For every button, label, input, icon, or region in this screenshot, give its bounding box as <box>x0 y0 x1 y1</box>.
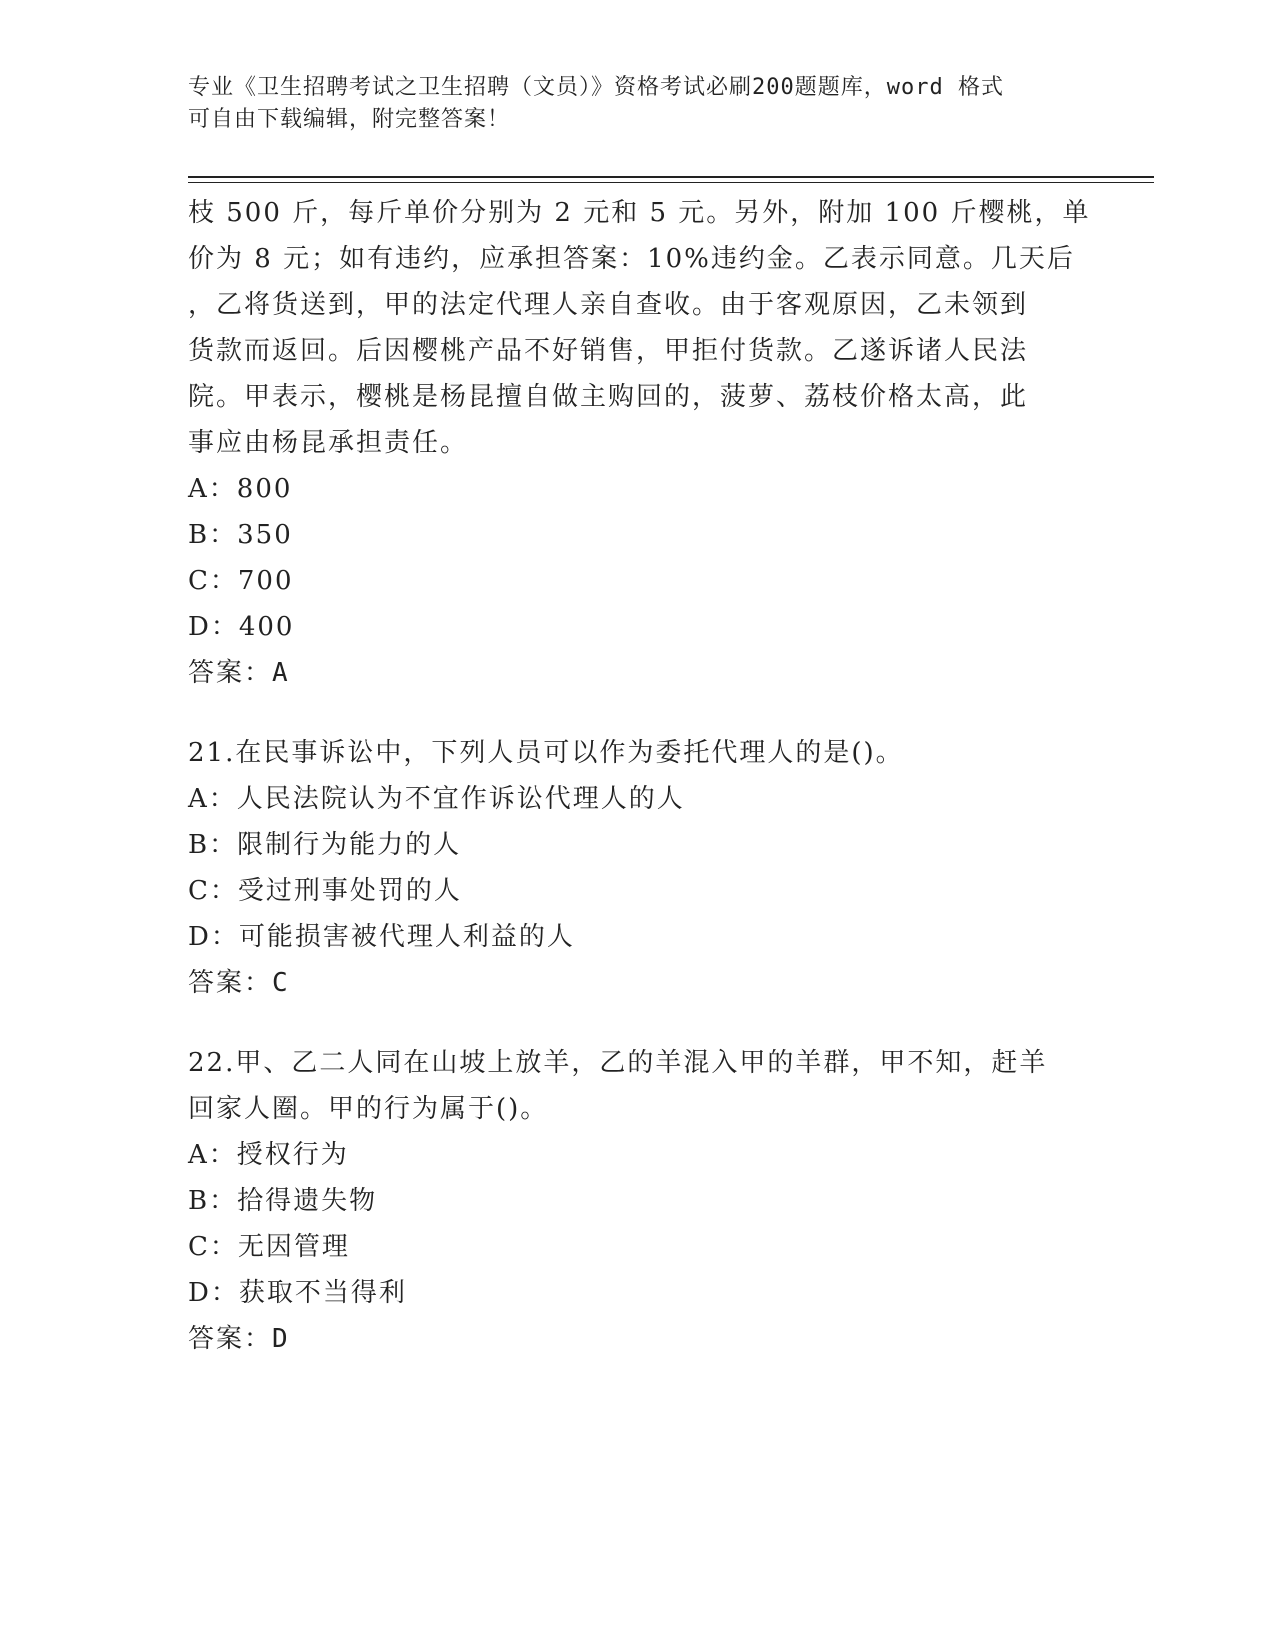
option-c: C：受过刑事处罚的人 <box>188 876 462 906</box>
header-line-2: 可自由下载编辑，附完整答案！ <box>188 107 511 132</box>
question-text-line: 22.甲、乙二人同在山坡上放羊，乙的羊混入甲的羊群，甲不知，赶羊 <box>188 1048 1048 1078</box>
option-c: C：700 <box>188 566 294 596</box>
question-21 <box>188 730 1088 1006</box>
option-a: A：授权行为 <box>188 1140 349 1170</box>
question-text-line: 21.在民事诉讼中，下列人员可以作为委托代理人的是()。 <box>188 738 904 768</box>
header-divider-thin <box>188 182 1154 183</box>
answer-line: 答案：A <box>188 658 290 688</box>
option-b: B：限制行为能力的人 <box>188 830 462 860</box>
question-22 <box>188 1040 1088 1362</box>
option-b: B：拾得遗失物 <box>188 1186 378 1216</box>
header-line-1: 专业《卫生招聘考试之卫生招聘（文员）》资格考试必刷200题题库，word 格式 <box>188 75 1004 100</box>
option-d: D：获取不当得利 <box>188 1278 407 1308</box>
option-b: B：350 <box>188 520 293 550</box>
option-c: C：无因管理 <box>188 1232 350 1262</box>
question-text-line: 价为 8 元；如有违约，应承担答案：10%违约金。乙表示同意。几天后 <box>188 244 1075 274</box>
question-text-line: ，乙将货送到，甲的法定代理人亲自查收。由于客观原因，乙未领到 <box>188 290 1029 320</box>
option-a: A：800 <box>188 474 293 504</box>
question-content <box>188 190 1091 1362</box>
answer-line: 答案：C <box>188 968 290 998</box>
spacer <box>188 696 1088 730</box>
answer-line: 答案：D <box>188 1324 290 1354</box>
option-a: A：人民法院认为不宜作诉讼代理人的人 <box>188 784 685 814</box>
question-20-continued <box>188 190 1091 696</box>
option-d: D：400 <box>188 612 295 642</box>
document-header <box>188 72 1068 136</box>
spacer <box>188 1006 1088 1040</box>
question-text-line: 枝 500 斤，每斤单价分别为 2 元和 5 元。另外，附加 100 斤樱桃，单 <box>188 198 1091 228</box>
question-text-line: 回家人圈。甲的行为属于()。 <box>188 1094 549 1124</box>
question-text-line: 货款而返回。后因樱桃产品不好销售，甲拒付货款。乙遂诉诸人民法 <box>188 336 1029 366</box>
option-d: D：可能损害被代理人利益的人 <box>188 922 575 952</box>
header-divider-thick <box>188 176 1154 178</box>
question-text-line: 院。甲表示，樱桃是杨昆擅自做主购回的，菠萝、荔枝价格太高，此 <box>188 382 1029 412</box>
question-text-line: 事应由杨昆承担责任。 <box>188 428 469 458</box>
